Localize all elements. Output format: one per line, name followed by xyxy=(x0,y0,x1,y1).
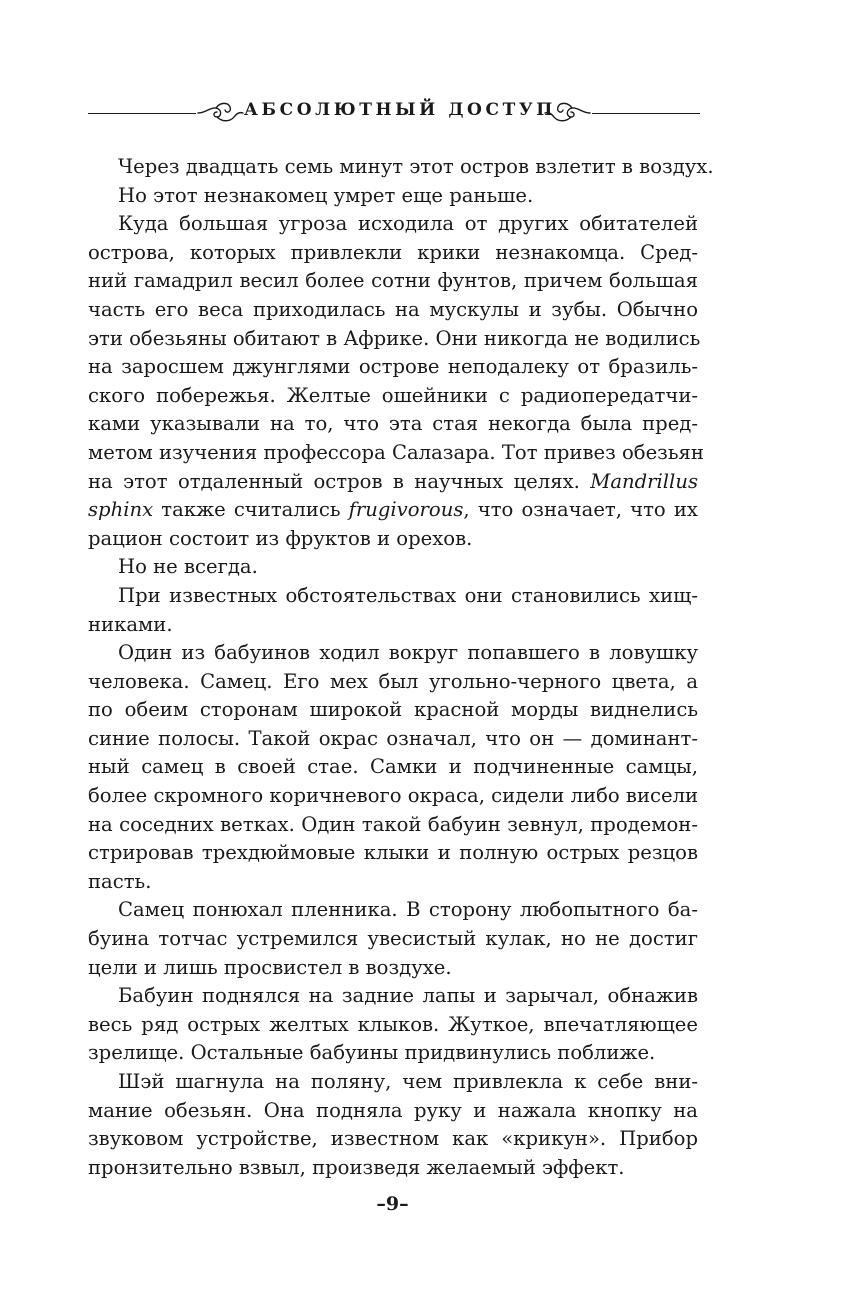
text-line: весь ряд острых желтых клыков. Жуткое, впечатляющее xyxy=(88,1012,698,1036)
text-line: рацион состоит из фруктов и орехов. xyxy=(88,526,473,550)
text-line: ный самец в своей стае. Самки и подчиненные самцы, xyxy=(88,755,698,779)
text-line: синие полосы. Такой окрас означал, что он — доминант- xyxy=(88,726,698,750)
text-line: ского побережья. Желтые ошейники с радиопередатчи- xyxy=(88,383,698,407)
text-line: на соседних ветках. Один такой бабуин зевнул, продемон- xyxy=(88,812,698,836)
text-line: часть его веса приходилась на мускулы и зубы. Обычно xyxy=(88,297,698,321)
text-line: более скромного коричневого окраса, сидели либо висели xyxy=(88,784,699,808)
text-line: мание обезьян. Она подняла руку и нажала кнопку на xyxy=(88,1098,698,1122)
text-line: пронзительно взвыл, произведя желаемый эффект. xyxy=(88,1155,625,1179)
header-rule-left xyxy=(88,113,196,114)
text-line: Бабуин поднялся на задние лапы и зарычал, обнажив xyxy=(118,984,698,1008)
text-line: Но не всегда. xyxy=(118,555,258,579)
book-body-text xyxy=(88,153,714,1182)
text-line: зрелище. Остальные бабуины придвинулись поближе. xyxy=(88,1041,656,1065)
text-line: эти обезьяны обитают в Африке. Они никогда не водились xyxy=(88,326,701,350)
text-line: Через двадцать семь минут этот остров взлетит в воздух. xyxy=(118,155,714,178)
text-line: на заросшем джунглями острове неподалеку от бразиль- xyxy=(88,355,698,379)
text-line: острова, которых привлекли крики незнакомца. Сред- xyxy=(88,240,698,264)
text-line: sphinx также считались frugivorous, что означает, что их xyxy=(88,498,698,522)
text-line: Но этот незнакомец умрет еще раньше. xyxy=(118,183,534,207)
text-line: никами. xyxy=(88,612,173,636)
text-line: При известных обстоятельствах они становились хищ- xyxy=(118,583,698,607)
text-line: цели и лишь просвистел в воздухе. xyxy=(88,955,452,979)
text-line: Один из бабуинов ходил вокруг попавшего в ловушку xyxy=(118,641,698,665)
text-line: стрировав трехдюймовые клыки и полную острых резцов xyxy=(88,841,698,865)
running-header xyxy=(88,94,700,128)
header-rule-right xyxy=(592,113,700,114)
text-line: ний гамадрил весил более сотни фунтов, причем большая xyxy=(88,269,698,293)
flourish-ornament-left-icon xyxy=(196,98,244,126)
header-title: АБСОЛЮТНЫЙ ДОСТУП xyxy=(244,100,556,120)
text-line: Самец понюхал пленника. В сторону любопытного ба- xyxy=(118,898,698,922)
text-line: человека. Самец. Его мех был угольно-черного цвета, а xyxy=(88,669,698,693)
text-line: звуковом устройстве, известном как «крикун». Прибор xyxy=(88,1127,698,1151)
text-line: метом изучения профессора Салазара. Тот привез обезьян xyxy=(88,440,704,464)
text-line: на этот отдаленный остров в научных целях. Mandrillus xyxy=(88,469,698,493)
text-line: пасть. xyxy=(88,869,152,893)
text-line: Куда большая угроза исходила от других обитателей xyxy=(118,212,698,236)
text-line: Шэй шагнула на поляну, чем привлекла к себе вни- xyxy=(118,1070,698,1093)
text-line: по обеим сторонам широкой красной морды виднелись xyxy=(88,698,698,722)
text-line: буина тотчас устремился увесистый кулак, но не достиг xyxy=(88,927,698,951)
page-number: –9– xyxy=(376,1193,409,1215)
text-line: ками указывали на то, что эта стая некогда была пред- xyxy=(88,412,698,436)
flourish-ornament-right-icon xyxy=(544,98,592,126)
